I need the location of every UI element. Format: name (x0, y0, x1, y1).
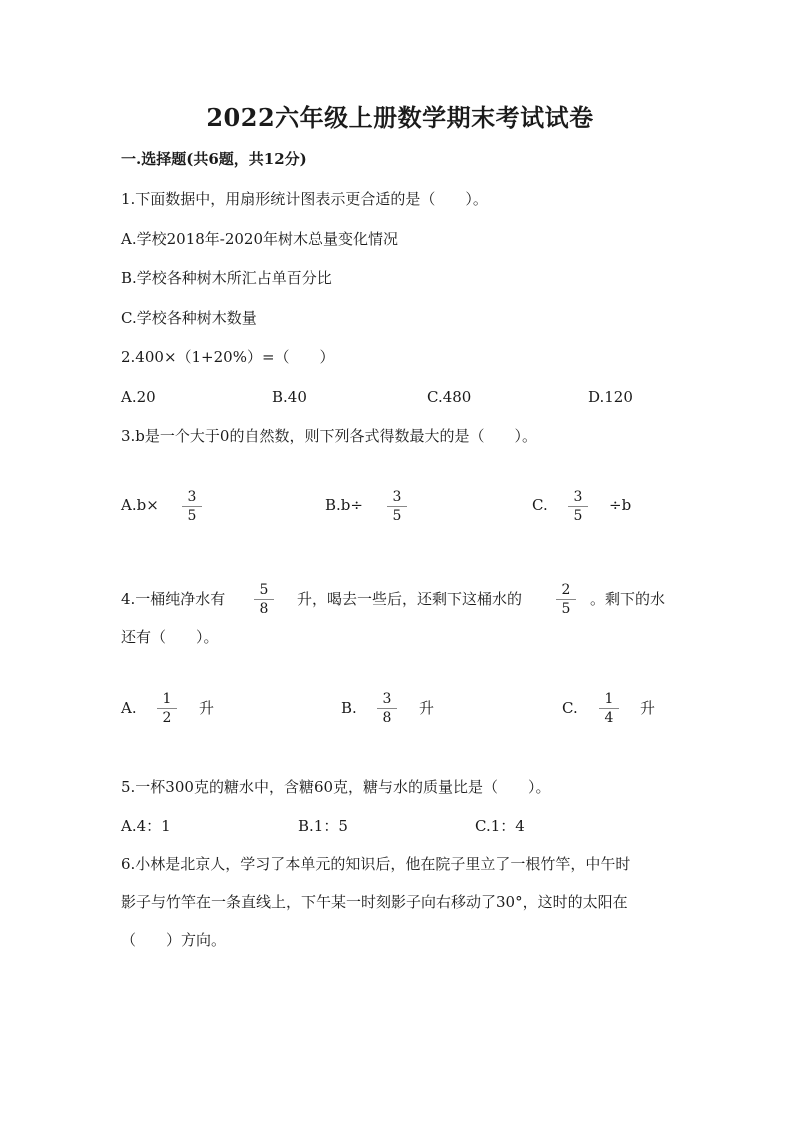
question-1-stem: 1.下面数据中，用扇形统计图表示更合适的是（ ）。 (121, 190, 488, 208)
fraction-numerator: 3 (568, 489, 588, 507)
fraction-numerator: 3 (387, 489, 407, 507)
question-4-option-c-unit: 升 (640, 699, 656, 717)
question-6-stem-line-2: 影子与竹竿在一条直线上，下午某一时刻影子向右移动了30°，这时的太阳在 (121, 893, 628, 911)
question-4-option-b-label: B. (341, 699, 357, 717)
question-4-option-a-fraction (157, 691, 177, 726)
question-5-option-c: C.1：4 (475, 817, 525, 835)
question-2-stem: 2.400×（1+20%）=（ ） (121, 348, 335, 366)
question-3-option-a-fraction (182, 489, 202, 524)
question-2-option-d: D.120 (588, 388, 633, 406)
fraction-denominator: 5 (561, 601, 571, 617)
question-4-fraction-volume (254, 582, 274, 617)
fraction-numerator: 2 (556, 582, 576, 600)
question-1-option-a: A.学校2018年-2020年树木总量变化情况 (121, 230, 399, 248)
question-3-option-c-prefix: C. (532, 496, 548, 514)
question-4-option-a-label: A. (121, 699, 137, 717)
question-6-stem-line-3: （ ）方向。 (121, 931, 227, 949)
section-heading: 一.选择题(共6题，共12分) (121, 150, 307, 168)
question-5-option-a: A.4：1 (121, 817, 171, 835)
fraction-denominator: 5 (187, 508, 197, 524)
question-4-stem-prefix: 4.一桶纯净水有 (121, 590, 226, 608)
fraction-denominator: 5 (573, 508, 583, 524)
question-2-option-a: A.20 (121, 388, 156, 406)
question-5-stem: 5.一杯300克的糖水中，含糖60克，糖与水的质量比是（ ）。 (121, 778, 551, 796)
fraction-denominator: 8 (382, 710, 392, 726)
question-1-option-b: B.学校各种树木所汇占单百分比 (121, 269, 332, 287)
question-3-option-c-suffix: ÷b (609, 496, 632, 514)
question-3-option-c-fraction (568, 489, 588, 524)
question-5-option-b: B.1：5 (298, 817, 348, 835)
question-3-stem: 3.b是一个大于0的自然数，则下列各式得数最大的是（ ）。 (121, 427, 537, 445)
question-4-stem-suffix: 。剩下的水 (590, 590, 666, 608)
question-3-option-b-fraction (387, 489, 407, 524)
fraction-numerator: 3 (182, 489, 202, 507)
fraction-denominator: 5 (392, 508, 402, 524)
question-6-stem-line-1: 6.小林是北京人，学习了本单元的知识后，他在院子里立了一根竹竿，中午时 (121, 855, 631, 873)
question-4-fraction-remaining (556, 582, 576, 617)
fraction-numerator: 1 (157, 691, 177, 709)
fraction-numerator: 5 (254, 582, 274, 600)
fraction-denominator: 2 (162, 710, 172, 726)
question-2-option-b: B.40 (272, 388, 307, 406)
question-3-option-a-prefix: A.b× (121, 496, 159, 514)
question-4-option-b-unit: 升 (419, 699, 435, 717)
question-4-option-c-label: C. (562, 699, 578, 717)
fraction-numerator: 3 (377, 691, 397, 709)
question-2-option-c: C.480 (427, 388, 472, 406)
question-4-stem-middle: 升，喝去一些后，还剩下这桶水的 (297, 590, 523, 608)
question-4-option-c-fraction (599, 691, 619, 726)
fraction-numerator: 1 (599, 691, 619, 709)
question-3-option-b-prefix: B.b÷ (325, 496, 363, 514)
fraction-denominator: 4 (604, 710, 614, 726)
question-4-option-b-fraction (377, 691, 397, 726)
exam-title: 2022六年级上册数学期末考试试卷 (206, 103, 594, 132)
question-4-stem-line-2: 还有（ ）。 (121, 628, 219, 646)
fraction-denominator: 8 (259, 601, 269, 617)
question-4-option-a-unit: 升 (199, 699, 215, 717)
question-1-option-c: C.学校各种树木数量 (121, 309, 257, 327)
